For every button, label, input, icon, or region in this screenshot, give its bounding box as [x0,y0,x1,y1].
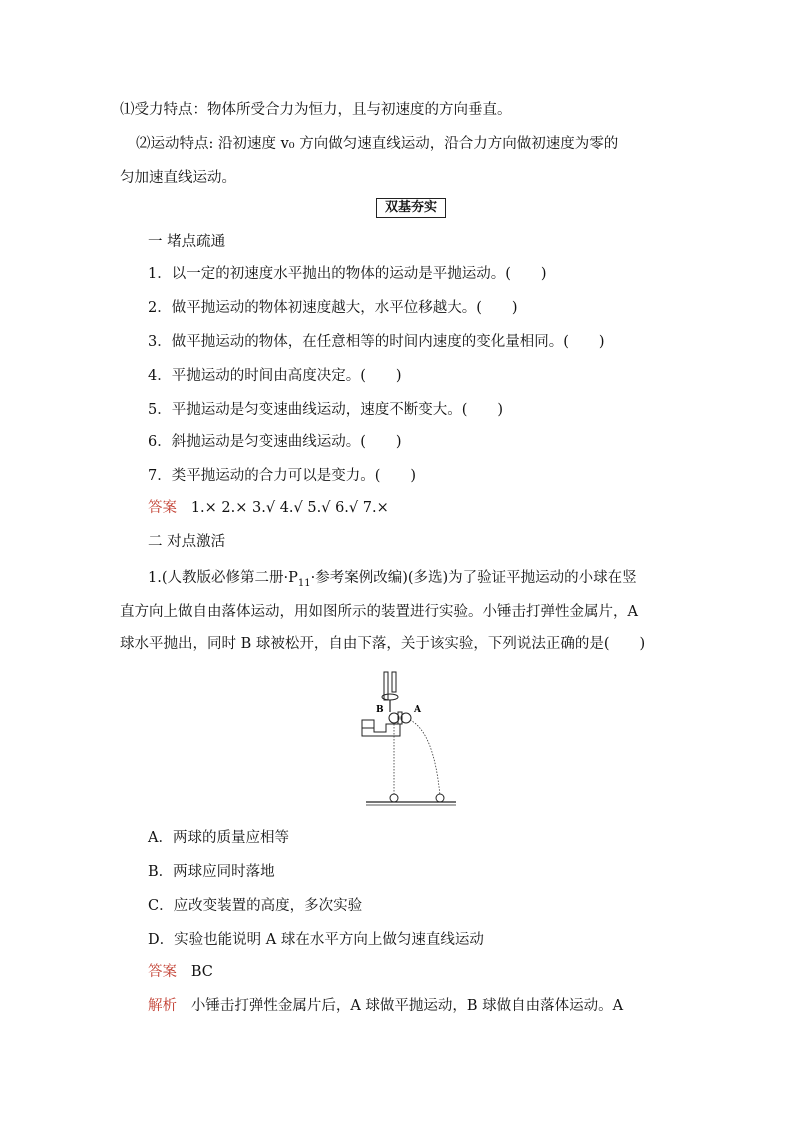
option-b: B．两球应同时落地 [148,864,275,880]
item-text: 7．类平抛运动的合力可以是变力。( [148,468,381,484]
item-close: ) [511,300,518,316]
item-close: ) [395,434,402,450]
label-b: B [376,705,384,715]
section-title: 双基夯实 [376,198,446,218]
list-item [148,332,605,352]
option-c: C．应改变装置的高度，多次实验 [148,898,363,914]
question-line2: 直方向上做自由落体运动，用如图所示的装置进行实验。小锤击打弹性金属片，A [120,604,638,620]
part2-analysis [148,996,623,1016]
list-item [148,466,416,486]
item-close: ) [410,468,417,484]
option-a: A．两球的质量应相等 [148,830,289,846]
answer-text: BC [190,964,213,980]
apparatus-figure [360,668,460,810]
analysis-label: 解析 [148,998,177,1014]
force-feature: ⑴受力特点：物体所受合力为恒力，且与初速度的方向垂直。 [120,102,512,118]
part1-heading: 一 堵点疏通 [148,234,226,250]
item-text: 1．以一定的初速度水平抛出的物体的运动是平抛运动。( [148,266,511,282]
label-a: A [414,705,421,715]
item-close: ) [598,334,605,350]
list-item [148,298,518,318]
item-close: ) [540,266,547,282]
hammer-rod-left [384,672,388,700]
part2-answer [148,962,213,982]
analysis-text: 小锤击打弹性金属片后，A 球做平抛运动，B 球做自由落体运动。A [190,998,624,1014]
item-text: 3．做平抛运动的物体，在任意相等的时间内速度的变化量相同。( [148,334,569,350]
item-text: 6．斜抛运动是匀变速曲线运动。( [148,434,366,450]
motion-feature-line1: ⑵运动特点: 沿初速度 v₀ 方向做匀速直线运动，沿合力方向做初速度为零的 [136,136,619,152]
list-item [148,432,402,452]
part2-heading: 二 对点激活 [148,534,226,550]
answer-label: 答案 [148,500,177,516]
option-d: D．实验也能说明 A 球在水平方向上做匀速直线运动 [148,932,484,948]
list-item [148,264,547,284]
list-item [148,400,503,420]
item-close: ) [395,368,402,384]
page-subscript: 11 [297,577,311,589]
answer-text: 1.× 2.× 3.√ 4.√ 5.√ 6.√ 7.× [190,500,389,516]
motion-feature-line2: 匀加速直线运动。 [120,170,236,186]
question-line1: 1.(人教版必修第二册$\cdot P_{11}\cdot$参考案例改编)(多选)为了验证平抛运动的小球在竖 [148,570,637,589]
item-text: 2．做平抛运动的物体初速度越大，水平位移越大。( [148,300,482,316]
list-item [148,366,402,386]
item-text: 5．平抛运动是匀变速曲线运动，速度不断变大。( [148,402,468,418]
ball-b-landed [390,794,398,802]
item-text: 4．平抛运动的时间由高度决定。( [148,368,366,384]
a-parabola-path [410,720,440,796]
ball-a-landed [436,794,444,802]
item-close: ) [497,402,504,418]
hammer-rod-right [392,672,396,692]
answer-label: 答案 [148,964,177,980]
question-line3: 球水平抛出，同时 B 球被松开，自由下落，关于该实验，下列说法正确的是( ) [120,636,646,652]
part1-answer [148,498,389,518]
